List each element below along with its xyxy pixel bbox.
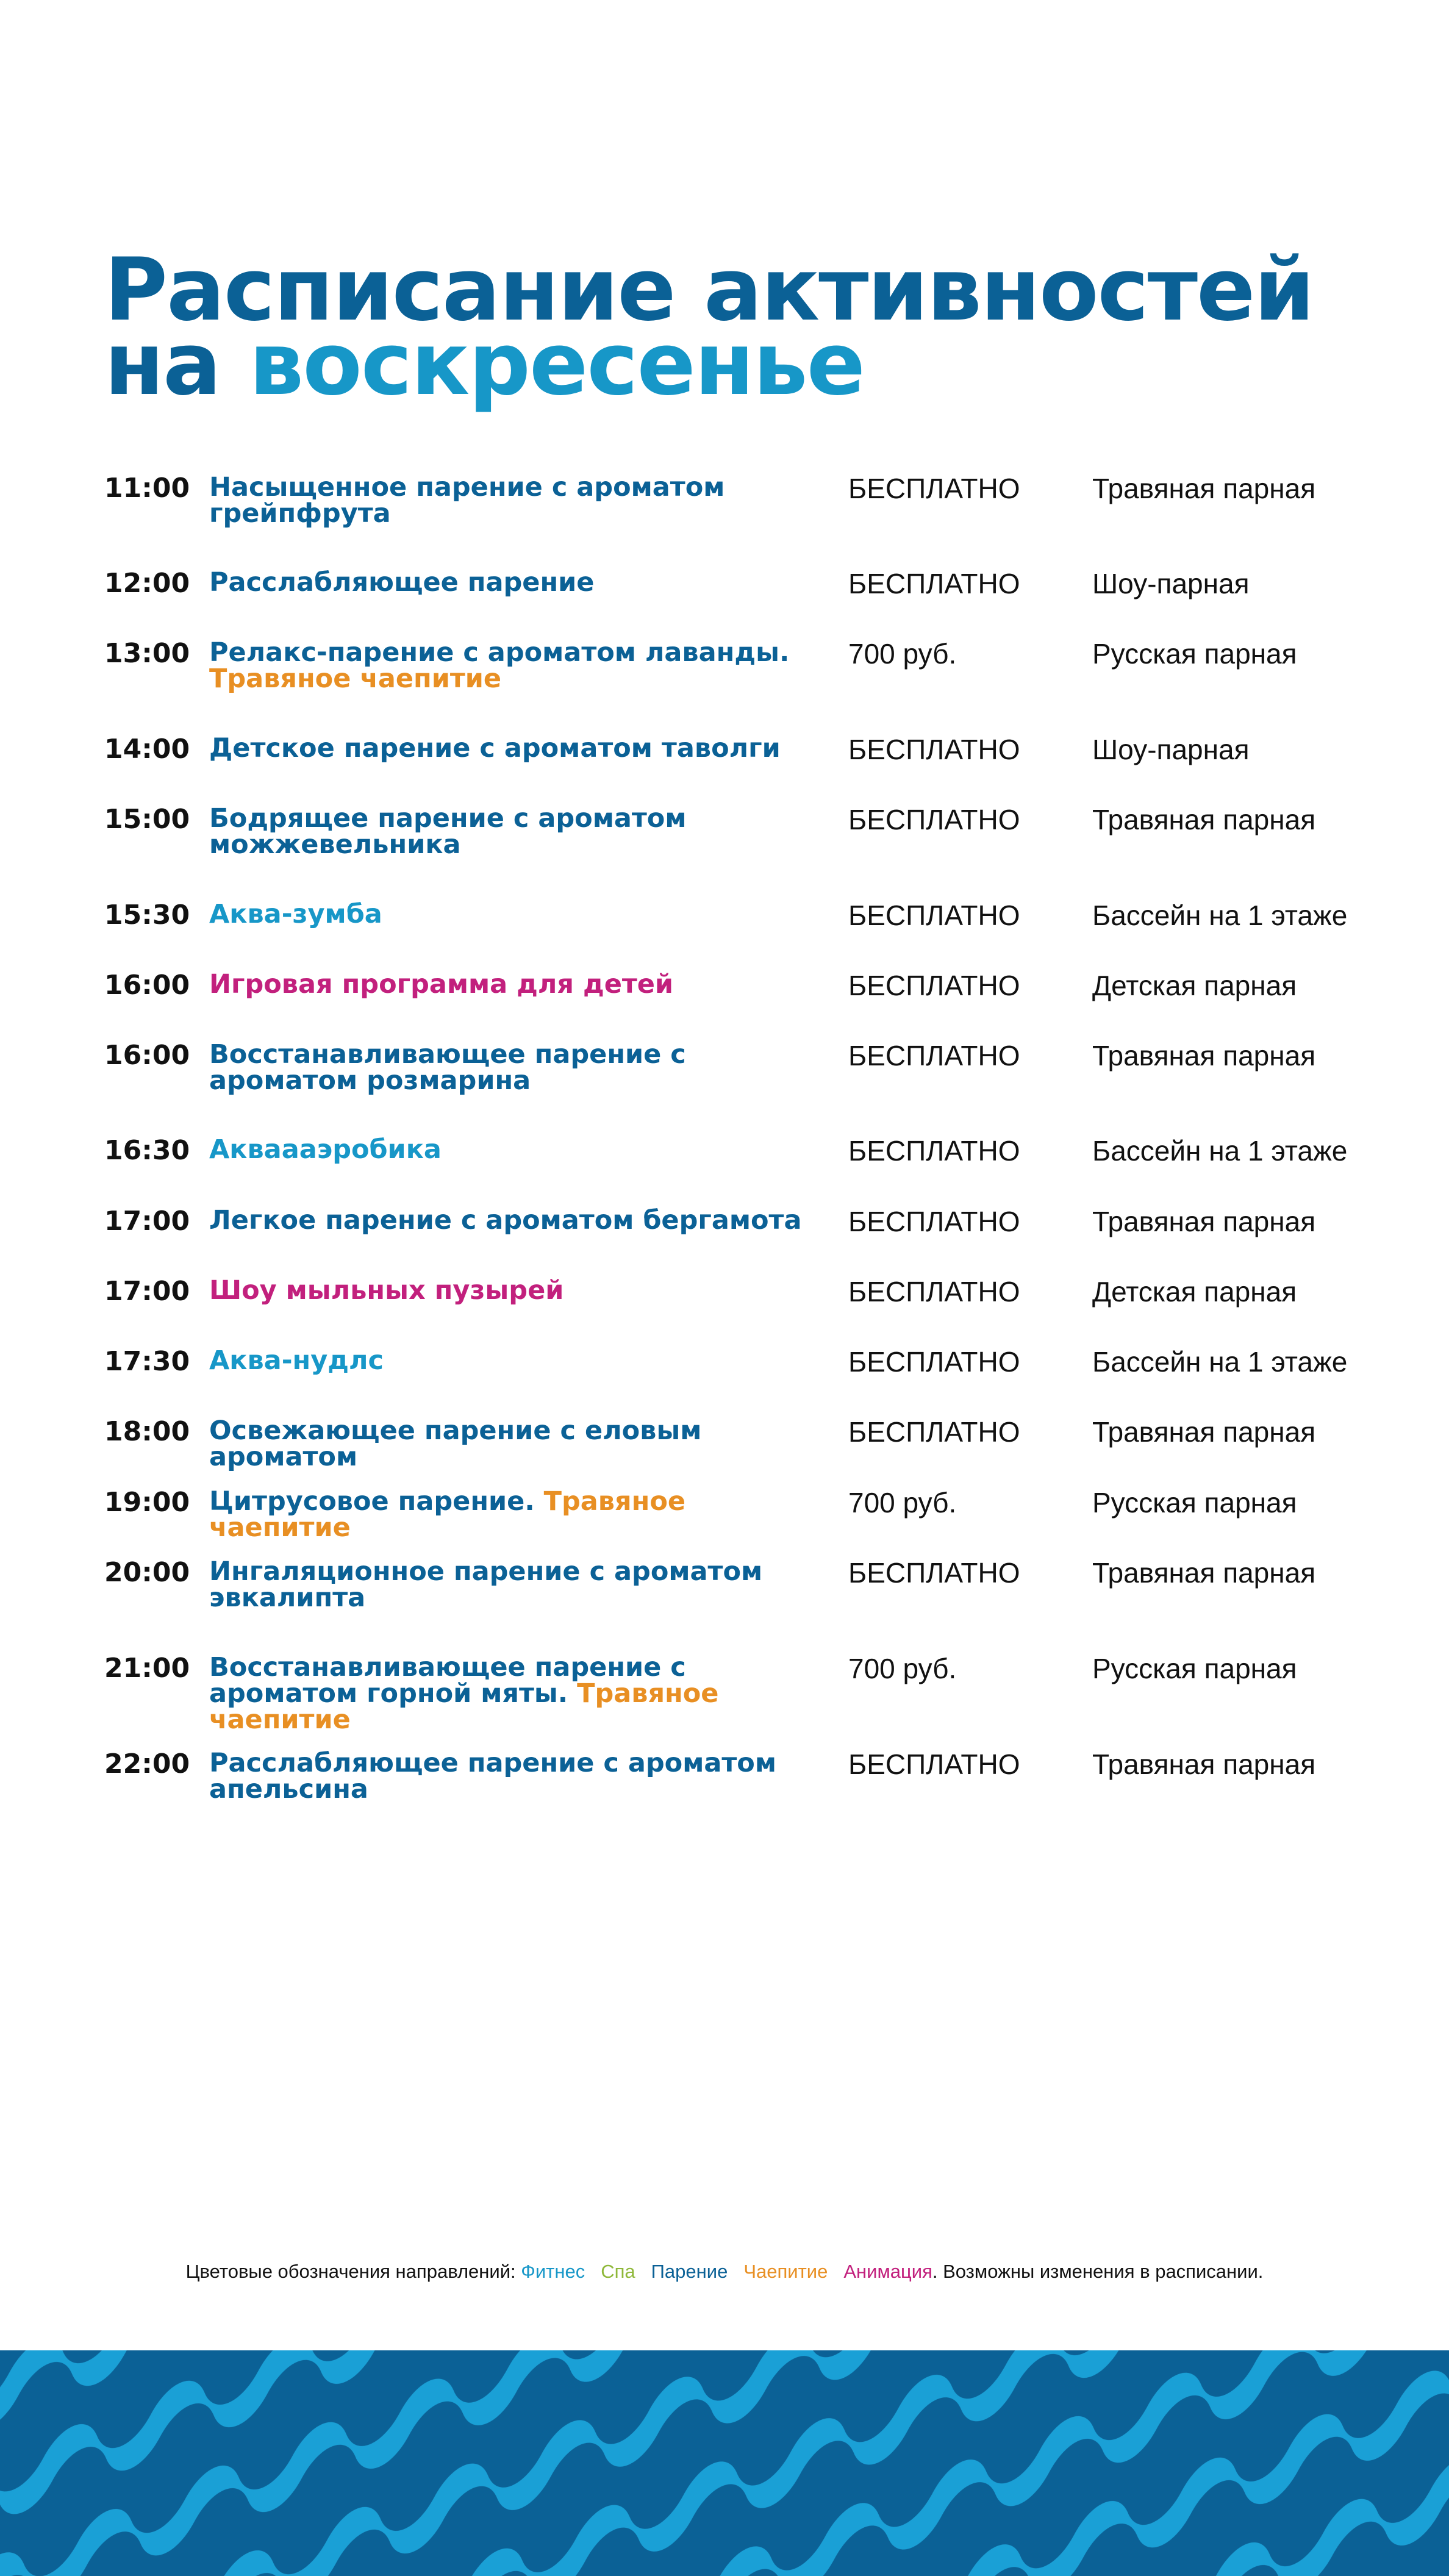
schedule-time: 15:00 xyxy=(104,804,190,835)
activity-steam: Релакс-парение с ароматом лаванды. xyxy=(209,637,790,668)
schedule-price: БЕСПЛАТНО xyxy=(848,473,1020,504)
activity-tea: Травяное чаепитие xyxy=(209,1678,719,1735)
schedule-price: БЕСПЛАТНО xyxy=(848,734,1020,765)
schedule-time: 14:00 xyxy=(104,734,190,765)
legend-spa: Спа xyxy=(601,2261,635,2282)
activity-animation: Игровая программа для детей xyxy=(209,969,674,1000)
schedule-price: БЕСПЛАТНО xyxy=(848,1416,1020,1448)
schedule-time: 16:00 xyxy=(104,970,190,1001)
schedule-activity xyxy=(209,1345,819,1376)
legend-note: . Возможны изменения в расписании. xyxy=(932,2261,1264,2282)
schedule-location: Шоу-парная xyxy=(1092,734,1250,765)
activity-steam: Восстанавливающее парение с ароматом горной мяты. xyxy=(209,1652,686,1709)
activity-steam: Ингаляционное парение с ароматом эвкалипта xyxy=(209,1556,763,1613)
wave-pattern-footer xyxy=(0,2350,1449,2576)
schedule-time: 18:00 xyxy=(104,1416,190,1447)
activity-steam: Легкое парение с ароматом бергамота xyxy=(209,1205,802,1236)
activity-fitness: Аква-зумба xyxy=(209,899,382,929)
schedule-price: БЕСПЛАТНО xyxy=(848,1206,1020,1237)
schedule-time: 17:00 xyxy=(104,1276,190,1307)
legend-animation: Анимация xyxy=(843,2261,932,2282)
activity-steam: Насыщенное парение с ароматом грейпфрута xyxy=(209,472,725,529)
schedule-location: Травяная парная xyxy=(1092,1040,1316,1072)
schedule-location: Детская парная xyxy=(1092,970,1297,1001)
activity-steam: Восстанавливающее парение с ароматом розмарина xyxy=(209,1039,686,1096)
schedule-location: Русская парная xyxy=(1092,638,1297,670)
schedule-location: Бассейн на 1 этаже xyxy=(1092,1346,1348,1378)
schedule-time: 16:30 xyxy=(104,1135,190,1166)
schedule-price: 700 руб. xyxy=(848,1487,957,1519)
activity-tea: Травяное чаепитие xyxy=(209,1486,686,1543)
schedule-time: 15:30 xyxy=(104,900,190,931)
schedule-activity xyxy=(209,1134,819,1165)
schedule-time: 22:00 xyxy=(104,1748,190,1780)
schedule-activity xyxy=(209,1652,819,1735)
schedule-price: БЕСПЛАТНО xyxy=(848,1346,1020,1378)
schedule-time: 12:00 xyxy=(104,568,190,599)
schedule-location: Травяная парная xyxy=(1092,473,1316,504)
schedule-price: БЕСПЛАТНО xyxy=(848,804,1020,835)
title-day: воскресенье xyxy=(249,314,864,415)
activity-fitness: Акваааэробика xyxy=(209,1134,442,1165)
schedule-location: Русская парная xyxy=(1092,1487,1297,1519)
schedule-activity xyxy=(209,735,819,762)
color-legend xyxy=(0,2260,1449,2283)
activity-steam: Расслабляющее парение с ароматом апельсина xyxy=(209,1748,777,1805)
schedule-activity xyxy=(209,1039,819,1096)
schedule-location: Травяная парная xyxy=(1092,1748,1316,1780)
activity-animation: Шоу мыльных пузырей xyxy=(209,1275,564,1306)
legend-intro: Цветовые обозначения направлений: xyxy=(185,2261,516,2282)
schedule-activity xyxy=(209,474,819,527)
activity-steam: Расслабляющее парение xyxy=(209,567,595,598)
activity-steam: Освежающее парение с еловым ароматом xyxy=(209,1415,702,1472)
schedule-price: БЕСПЛАТНО xyxy=(848,1276,1020,1308)
schedule-activity xyxy=(209,1275,819,1306)
schedule-activity xyxy=(209,971,819,998)
schedule-location: Травяная парная xyxy=(1092,1206,1316,1237)
activity-steam: Детское парение с ароматом таволги xyxy=(209,733,781,764)
schedule-price: БЕСПЛАТНО xyxy=(848,970,1020,1001)
schedule-activity xyxy=(209,803,819,860)
schedule-activity xyxy=(209,637,819,694)
title-line-2-prefix: на xyxy=(104,314,249,415)
schedule-activity xyxy=(209,1415,819,1472)
schedule-time: 11:00 xyxy=(104,473,190,504)
schedule-time: 13:00 xyxy=(104,638,190,669)
schedule-time: 20:00 xyxy=(104,1557,190,1588)
activity-fitness: Аква-нудлс xyxy=(209,1345,384,1376)
schedule-activity xyxy=(209,901,819,928)
legend-tea: Чаепитие xyxy=(743,2261,828,2282)
legend-fitness: Фитнес xyxy=(521,2261,585,2282)
schedule-activity xyxy=(209,1205,819,1236)
schedule-location: Детская парная xyxy=(1092,1276,1297,1308)
schedule-activity xyxy=(209,1556,819,1613)
schedule-price: БЕСПЛАТНО xyxy=(848,1040,1020,1072)
schedule-location: Травяная парная xyxy=(1092,804,1316,835)
activity-tea: Травяное чаепитие xyxy=(209,664,502,694)
schedule-time: 16:00 xyxy=(104,1040,190,1071)
schedule-activity xyxy=(209,1486,819,1543)
schedule-price: БЕСПЛАТНО xyxy=(848,900,1020,931)
schedule-activity xyxy=(209,567,819,598)
schedule-time: 17:00 xyxy=(104,1206,190,1237)
schedule-location: Бассейн на 1 этаже xyxy=(1092,1135,1348,1167)
schedule-time: 17:30 xyxy=(104,1346,190,1377)
schedule-location: Травяная парная xyxy=(1092,1557,1316,1589)
schedule-activity xyxy=(209,1750,819,1803)
legend-steam: Парение xyxy=(651,2261,728,2282)
schedule-price: 700 руб. xyxy=(848,1653,957,1684)
schedule-price: БЕСПЛАТНО xyxy=(848,1557,1020,1589)
schedule-price: БЕСПЛАТНО xyxy=(848,568,1020,599)
schedule-price: БЕСПЛАТНО xyxy=(848,1135,1020,1167)
schedule-location: Русская парная xyxy=(1092,1653,1297,1684)
schedule-price: БЕСПЛАТНО xyxy=(848,1748,1020,1780)
schedule-location: Травяная парная xyxy=(1092,1416,1316,1448)
activity-steam: Цитрусовое парение. xyxy=(209,1486,535,1517)
schedule-location: Шоу-парная xyxy=(1092,568,1250,599)
title-line-1: Расписание активностей xyxy=(104,240,1314,340)
schedule-time: 19:00 xyxy=(104,1487,190,1518)
schedule-time: 21:00 xyxy=(104,1653,190,1684)
schedule-location: Бассейн на 1 этаже xyxy=(1092,900,1348,931)
schedule-price: 700 руб. xyxy=(848,638,957,670)
activity-steam: Бодрящее парение с ароматом можжевельника xyxy=(209,803,687,860)
